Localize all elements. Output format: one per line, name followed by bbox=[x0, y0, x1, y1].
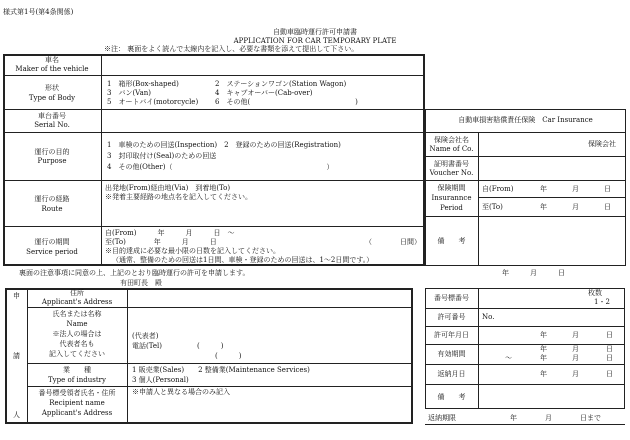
plate-number-label: 番号標番号 bbox=[434, 294, 469, 302]
period-note-1: ※目的達成に必要な最小限の日数を記入してください。 bbox=[105, 247, 280, 255]
body-option-6[interactable]: 6 その他( ) bbox=[215, 98, 358, 106]
body-option-5[interactable]: 5 オートバイ(motorcycle) bbox=[107, 98, 199, 106]
industry-label-ja: 業 種 bbox=[63, 366, 91, 374]
insurance-company-suffix: 保険会社 bbox=[588, 140, 616, 148]
name-label-en: Name bbox=[66, 320, 88, 328]
address-field[interactable] bbox=[130, 290, 410, 305]
insurance-remarks-label: 備 考 bbox=[437, 237, 466, 245]
serial-label-ja: 車台番号 bbox=[38, 112, 66, 120]
form-number: 様式第1号(第4条関係) bbox=[3, 8, 74, 16]
name-label-ja: 氏名または名称 bbox=[52, 310, 102, 318]
purpose-option-3[interactable]: 3 封印取付け(Seal)のための回送 bbox=[107, 152, 217, 160]
permit-month-label: 月 bbox=[572, 331, 579, 339]
industry-option-1-2[interactable]: 1 販売業(Sales) 2 整備業(Maintenance Services) bbox=[132, 366, 310, 374]
valid-from-month: 月 bbox=[572, 345, 579, 353]
recipient-note: ※申請人と異なる場合のみ記入 bbox=[132, 388, 230, 396]
valid-to-day: 日 bbox=[606, 354, 613, 362]
body-option-2[interactable]: 2 ステーションワゴン(Station Wagon) bbox=[215, 80, 347, 88]
return-year-label: 年 bbox=[540, 370, 547, 378]
recipient-label-ja: 番号標受領者氏名・住所 bbox=[38, 389, 116, 397]
route-label-en: Route bbox=[41, 205, 63, 213]
from-year-label: 年 bbox=[540, 185, 547, 193]
insurance-company-label-ja: 保険会社名 bbox=[434, 136, 469, 144]
maker-field[interactable] bbox=[104, 57, 422, 73]
insurance-period-label-ja: 保険期間 bbox=[437, 184, 466, 192]
insurance-to-label: 至(To) bbox=[482, 203, 503, 211]
maker-label-ja: 車名 bbox=[45, 56, 59, 64]
body-option-1[interactable]: 1 箱形(Box-shaped) bbox=[107, 80, 179, 88]
insurance-header: 自動車損害賠償責任保険 Car Insurance bbox=[458, 116, 593, 124]
purpose-option-1-2[interactable]: 1 車検のための回送(Inspection) 2 登録のための回送(Registration) bbox=[107, 141, 341, 149]
valid-to-month: 月 bbox=[572, 354, 579, 362]
body-option-4[interactable]: 4 キャブオーバー(Cab-over) bbox=[215, 89, 313, 97]
office-remarks-label: 備 考 bbox=[437, 393, 466, 401]
applicant-side-char-2: 請 bbox=[13, 352, 20, 360]
plate-count-label: 枚数 bbox=[588, 289, 602, 297]
to-month-label: 月 bbox=[572, 203, 579, 211]
route-label-ja: 運行の経路 bbox=[34, 195, 70, 203]
applicant-side-char-3: 人 bbox=[13, 411, 20, 419]
recipient-label-en1: Recipient name bbox=[49, 399, 105, 407]
purpose-option-4[interactable]: 4 その他(Other)（ ） bbox=[107, 163, 334, 171]
form-title-ja: 自動車臨時運行許可申請書 bbox=[273, 28, 357, 36]
applicant-side-char-1: 申 bbox=[13, 292, 20, 300]
purpose-label-ja: 運行の目的 bbox=[34, 148, 70, 156]
permit-number-prefix: No. bbox=[482, 313, 495, 321]
application-date[interactable]: 年 月 日 bbox=[502, 269, 565, 277]
addressee: 有田町長 殿 bbox=[120, 279, 162, 287]
address-label-ja: 住所 bbox=[70, 289, 84, 297]
corp-note-2: 代表者名も bbox=[59, 340, 95, 348]
plate-count-value: 1・2 bbox=[594, 298, 610, 306]
period-label-en: Service period bbox=[26, 248, 78, 256]
insurance-period-label-en2: Period bbox=[440, 204, 463, 212]
to-year-label: 年 bbox=[540, 203, 547, 211]
industry-option-3[interactable]: 3 個人(Personal) bbox=[132, 376, 189, 384]
return-month-label: 月 bbox=[572, 370, 579, 378]
route-note: ※発着主要経路の地点名を記入してください。 bbox=[105, 193, 252, 201]
valid-to-year: 年 bbox=[540, 354, 547, 362]
period-days[interactable]: （ 日間） bbox=[365, 238, 421, 246]
from-month-label: 月 bbox=[572, 185, 579, 193]
return-day-label: 日 bbox=[606, 370, 613, 378]
return-deadline-date: 年 月 日まで bbox=[510, 414, 601, 422]
permit-year-label: 年 bbox=[540, 331, 547, 339]
period-to[interactable]: 至(To) 年 月 日 bbox=[105, 238, 217, 246]
body-label-ja: 形状 bbox=[45, 84, 59, 92]
serial-label-en: Serial No. bbox=[34, 121, 70, 129]
permit-number-label: 許可番号 bbox=[437, 313, 466, 321]
period-label-ja: 運行の期間 bbox=[34, 238, 70, 246]
permit-date-label: 許可年月日 bbox=[434, 331, 469, 339]
insurance-period-label-en1: Insurannce bbox=[431, 194, 472, 202]
valid-from-day: 日 bbox=[606, 345, 613, 353]
tel-field[interactable]: 電話(Tel) ( ) bbox=[132, 342, 224, 350]
valid-period-tilde: ～ bbox=[505, 354, 512, 362]
voucher-label-ja: 証明書番号 bbox=[434, 160, 469, 168]
office-use-section bbox=[425, 288, 625, 409]
recipient-label-en2: Applicant's Address bbox=[41, 409, 113, 417]
corp-note-3: 記入してください bbox=[49, 350, 105, 358]
insurance-from-label: 自(From) bbox=[482, 185, 514, 193]
maker-label-en: Maker of the vehicle bbox=[15, 65, 89, 73]
purpose-label-en: Purpose bbox=[37, 157, 67, 165]
period-note-2: （通常、整備のための回送は1日間、車検・登録のための回送は、1～2日間です。） bbox=[112, 256, 374, 264]
period-from[interactable]: 自(From) 年 月 日 ～ bbox=[105, 229, 235, 237]
representative-label: (代表者) bbox=[132, 332, 159, 340]
consent-text: 裏面の注意事項に同意の上、上記のとおり臨時運行の許可を申請します。 bbox=[19, 269, 250, 277]
permit-day-label: 日 bbox=[606, 331, 613, 339]
instruction-note: ※注： 裏面をよく読んで太線内を記入し、必要な書類を添えて提出して下さい。 bbox=[104, 45, 359, 53]
valid-period-label: 有効期間 bbox=[437, 350, 466, 358]
return-deadline-label: 返納期限 bbox=[428, 414, 456, 422]
tel-field-2[interactable]: ( ) bbox=[215, 352, 242, 360]
valid-from-year: 年 bbox=[540, 345, 547, 353]
return-date-label: 返納月日 bbox=[437, 370, 466, 378]
insurance-company-label-en: Name of Co. bbox=[429, 145, 474, 153]
corp-note-1: ※法人の場合は bbox=[52, 330, 102, 338]
route-line[interactable]: 出発地(From)経由地(Via) 到着地(To) bbox=[105, 184, 231, 192]
form-title-en: APPLICATION FOR CAR TEMPORARY PLATE bbox=[233, 37, 397, 45]
address-label-en: Applicant's Address bbox=[41, 298, 113, 306]
body-label-en: Type of Body bbox=[28, 94, 76, 102]
to-day-label: 日 bbox=[604, 203, 611, 211]
body-option-3[interactable]: 3 バン(Van) bbox=[107, 89, 152, 97]
from-day-label: 日 bbox=[604, 185, 611, 193]
voucher-label-en: Voucher No. bbox=[429, 169, 474, 177]
serial-field[interactable] bbox=[104, 112, 422, 130]
industry-label-en: Type of industry bbox=[48, 376, 106, 384]
